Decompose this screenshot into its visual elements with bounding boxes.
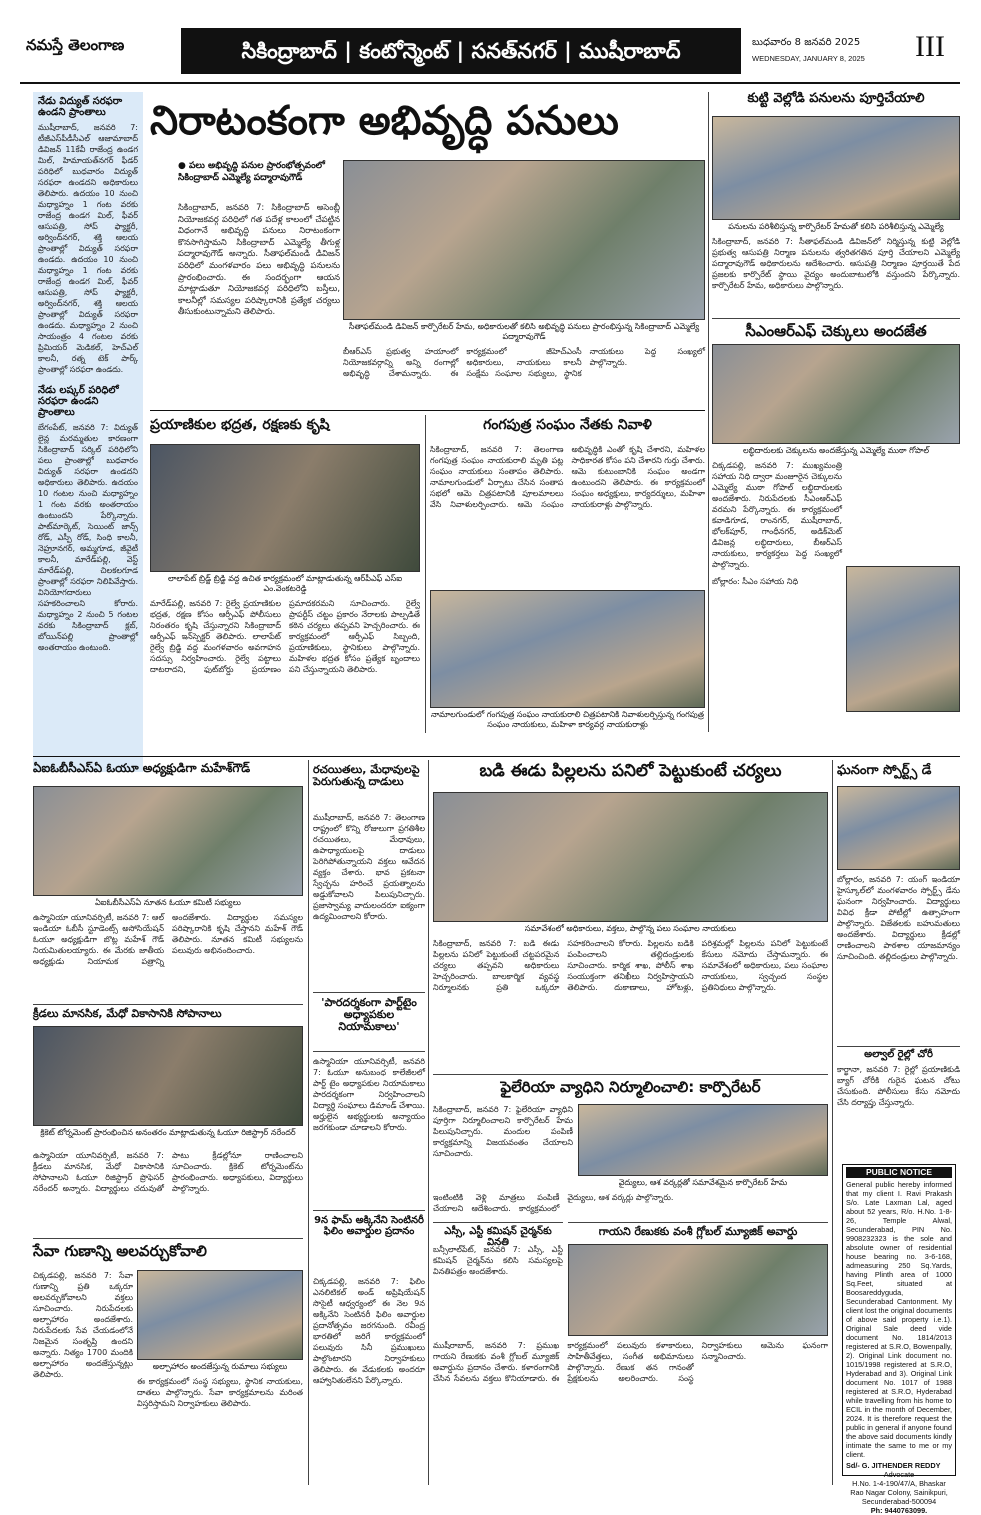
- col2-text-1: ముషీరాబాద్, జనవరి 7: తెలంగాణ రాష్ట్రంలో కొన్ని రోజులుగా ప్రగతిశీల రచయితలు, మేధావులు, ఉపాధ్యాయులపై దాడులు పెరిగిపోతున్నాయని వక్తలు ఆవేదన వ్యక్తం చేశారు. భావ ప్రకటనా స్వేచ్ఛను హరించే ప్రయత్నాలను అడ్డుకోవాలని పిలుపునిచ్చారు. ప్రజాస్వామ్య వాదులందరూ ఐక్యంగా ఉద్యమించాలని కోరారు.: [313, 813, 425, 921]
- masthead: [0, 0, 981, 90]
- mid-left-text: మారేడ్‌పల్లి, జనవరి 7: రైల్వే ప్రయాణికుల భద్రత, రక్షణ కోసం ఆర్పీఎఫ్ పోలీసులు నిరంతరం కృషి చేస్తున్నారని సికింద్రాబాద్ ఆర్పీఎఫ్ ఇన్‌స్పెక్టర్ తెలిపారు. లాలాపేట్ రైల్వే బ్రిడ్జి వద్ద మంగళవారం అవగాహన సదస్సు నిర్వహించారు. రైల్వే పట్టాలు దాటరాదని, ఫుట్‌బోర్డు ప్రయాణం ప్రమాదకరమని సూచించారు. రైల్వే ప్రాపర్టీస్ చట్టం ప్రకారం నేరాలకు పాల్పడితే కఠిన చర్యలు తప్పవని హెచ్చరించారు. ఈ కార్యక్రమంలో ఆర్పీఎఫ్ సిబ్బంది, ప్రయాణికులు, స్థానికులు పాల్గొన్నారు. మహిళల భద్రత కోసం ప్రత్యేక బృందాలు పని చేస్తున్నాయని తెలిపారు.: [150, 599, 420, 674]
- mid-right-text: సికింద్రాబాద్, జనవరి 7: తెలంగాణ గంగపుత్ర సంఘం నాయకురాలి మృతి పట్ల సంఘం నాయకులు సంతాపం తెలిపారు. నామాలగుండులో ఏర్పాటు చేసిన సంతాప సభలో ఆమె చిత్రపటానికి పూలమాలలు వేసి నివాళులర్పించారు. ఆమె సంఘం అభివృద్ధికి ఎంతో కృషి చేశారని, మహిళల సాధికారత కోసం పని చేశారని గుర్తు చేశారు. ఆమె కుటుంబానికి సంఘం అండగా ఉంటుందని తెలిపారు. ఈ కార్యక్రమంలో సంఘం అధ్యక్షులు, కార్యదర్శులు, మహిళా నాయకురాళ్లు పాల్గొన్నారు.: [430, 445, 705, 509]
- bl-caption-1: ఏఐఓబీసీఎస్ఏ నూతన ఓయూ కమిటీ సభ్యులు: [95, 898, 241, 907]
- col2-text-3: చిక్కడపల్లి, జనవరి 7: ఫిలిం ఎనలిటికల్ అండ్ అప్రిషియేషన్ సొసైటీ ఆధ్వర్యంలో ఈ నెల 9న అక్కినేని సెంటినరీ ఫిలిం అవార్డుల ప్రదానోత్సవం జరగనుంది. రవీంద్ర భారతిలో జరిగే కార్యక్రమంలో పలువురు సినీ ప్రముఖులు పాల్గొంటారని నిర్వాహకులు తెలిపారు. ఈ వేడుకలకు అందరూ ఆహ్వానితులేనని పేర్కొన్నారు.: [313, 1277, 426, 1385]
- mid-right-caption: నామాలగుండులో గంగపుత్ర సంఘం నాయకురాలి చిత్రపటానికి నివాళులర్పిస్తున్న గంగపుత్ర సంఘం నాయకులు, మహిళా కార్యవర్గ నాయకురాళ్లు: [431, 710, 704, 729]
- notice-phone: Ph: 9440763099.: [870, 1506, 928, 1515]
- notice-role: Advocate: [883, 1470, 915, 1479]
- cb-text-4: ముషీరాబాద్, జనవరి 7: ప్రముఖ గాయని రేణుకకు వంశీ గ్లోబల్ మ్యూజిక్ అవార్డును ప్రదానం చేశారు. కళారంగానికి చేసిన సేవలను వక్తలు కొనియాడారు. ఈ కార్యక్రమంలో పలువురు కళాకారులు, సాహితీవేత్తలు, సంగీత అభిమానులు పాల్గొన్నారు. రేణుక తన గానంతో ప్రేక్షకులను అలరించారు. సంస్థ నిర్వాహకులు ఆమెను ఘనంగా సన్మానించారు.: [433, 1341, 828, 1383]
- masthead-rule: [20, 82, 960, 84]
- cb-caption: సమావేశంలో అధికారులు, వక్తలు, పాల్గొన్న పలు సంఘాల నాయకులు: [524, 924, 737, 933]
- date-english: WEDNESDAY, JANUARY 8, 2025: [752, 54, 865, 63]
- main-photo: [343, 160, 705, 320]
- mid-left-photo: [150, 444, 420, 572]
- lower-rule: [33, 756, 960, 757]
- divider-main-right: [708, 92, 709, 732]
- main-deck: [178, 160, 340, 198]
- main-deck-text: ● పలు అభివృద్ధి పనుల ప్రారంభోత్సవంలో సికింద్రాబాద్ ఎమ్మెల్యే పద్మారావుగౌడ్: [178, 161, 325, 183]
- bl-headline-3: సేవా గుణాన్ని అలవర్చుకోవాలి: [33, 1238, 303, 1264]
- date-telugu: బుధవారం 8 జనవరి 2025: [752, 37, 861, 48]
- main-headline: నిరాటంకంగా అభివృద్ధి పనులు: [150, 98, 619, 144]
- col2-headline-1: రచయితలు, మేధావులపై పెరుగుతున్న దాడులు: [313, 763, 420, 789]
- bl-text-2: ఉస్మానియా యూనివర్సిటీ, జనవరి 7: క్రీడలు మానసిక, మేధో వికాసానికి సోపానాలని ఓయూ రిజిస్ట్రార్ ప్రొఫెసర్ నరేందర్ అన్నారు. విద్యార్థులు చదువుతో పాటు క్రీడల్లోనూ రాణించాలని సూచించారు. క్రికెట్ టోర్నమెంట్‌ను ప్రారంభించారు. అధ్యాపకులు, విద్యార్థులు పాల్గొన్నారు.: [33, 1151, 303, 1193]
- mid-left-headline: ప్రయాణికుల భద్రత, రక్షణకు కృషి: [150, 417, 330, 433]
- rb-text-1: బోల్లారం, జనవరి 7: యంగ్ ఇండియా హైస్కూల్‌లో మంగళవారం స్పోర్ట్స్ డేను ఘనంగా నిర్వహించారు. విద్యార్థులు వివిధ క్రీడా పోటీల్లో ఉత్సాహంగా పాల్గొన్నారు. విజేతలకు బహుమతులు అందజేశారు. విద్యార్థులు క్రీడల్లో రాణించాలని పాఠశాల యాజమాన్యం సూచించింది. తల్లిదండ్రులు పాల్గొన్నారు.: [837, 875, 960, 961]
- cb-text-2: సికింద్రాబాద్, జనవరి 7: ఫైలేరియా వ్యాధిని పూర్తిగా నిర్మూలించాలని కార్పొరేటర్ హేమ పిలుపునిచ్చారు. మందుల పంపిణీ కార్యక్రమాన్ని విజయవంతం చేయాలని సూచించారు.: [433, 1105, 573, 1158]
- bl-caption-3: అల్పాహారం అందజేస్తున్న రుమాలు సభ్యులు: [152, 1362, 288, 1371]
- rb-text-2: కార్ఖానా, జనవరి 7: రైల్లో ప్రయాణికుడి బ్యాగ్ చోరీకి గురైన ఘటన చోటు చేసుకుంది. పోలీసులు కేసు నమోదు చేసి దర్యాప్తు చేస్తున్నారు.: [837, 1065, 960, 1107]
- bl-text-3-cont: ఈ కార్యక్రమంలో సంస్థ సభ్యులు, స్థానిక నాయకులు, దాతలు పాల్గొన్నారు. సేవా కార్యక్రమాలను మరింత విస్తరిస్తామని నిర్వాహకులు తెలిపారు.: [137, 1377, 303, 1408]
- mid-left-caption: లాలాపేట్ బ్రిడ్జ్ బ్రిడ్జి వద్ద ఉచిత కార్యక్రమంలో మాట్లాడుతున్న ఆర్‌పీఎఫ్ ఎస్‌ఐ ఎం.వెంకటరెడ్డి: [167, 574, 403, 593]
- col2-headline-2: 'పారదర్శకంగా పార్ట్‌టైం అధ్యాపకుల నియామకాలు': [313, 992, 425, 1052]
- right-top-headline: కుట్టి వెల్లోడి పనులను పూర్తిచేయాలి: [747, 91, 925, 106]
- cb-headline-4: గాయని రేణుకకు వంశీ గ్లోబల్ మ్యూజిక్ అవార్డు: [568, 1222, 828, 1242]
- power-cut-text-2: బేగంపేట్, జనవరి 7: విద్యుత్ లైన్ల మరమ్మతుల కారణంగా సికింద్రాబాద్ సర్కిల్ పరిధిలోని పలు ప్రాంతాల్లో బుధవారం విద్యుత్ సరఫరా ఉండదని అధికారులు తెలిపారు. ఉదయం 10 గంటల నుంచి మధ్యాహ్నం 1 గంట వరకు అంతరాయం ఉంటుందని పేర్కొన్నారు. పాట్‌మార్కెట్, సెయింట్ జాన్స్ రోడ్, ఎస్పీ రోడ్, సింధి కాలనీ, నెహ్రూనగర్, అమ్మగూడ, జీవైటీ కాలనీ, మారేడ్‌పల్లి, వెస్ట్ మారేడ్‌పల్లి, చిలకలగూడ ప్రాంతాల్లో సరఫరా నిలిపివేస్తారు. వినియోగదారులు సహకరించాలని కోరారు. మధ్యాహ్నం 2 నుంచి 5 గంటల వరకు సికింద్రాబాద్ క్లబ్, బోయిన్‌పల్లి ప్రాంతాల్లో అంతరాయం ఉంటుంది.: [38, 423, 138, 652]
- right-top-photo-3: [846, 566, 960, 712]
- divider-col2: [428, 760, 429, 1485]
- bl-headline-1: ఏఐఓబీసీఎస్ఏ ఓయూ అధ్యక్షుడిగా మహేశ్‌గౌడ్: [33, 761, 251, 775]
- cb-headline: బడి ఈడు పిల్లలను పనిలో పెట్టుకుంటే చర్యలు: [479, 761, 782, 781]
- rb-photo-1: [837, 786, 960, 870]
- right-top-caption-2: లబ్ధిదారులకు చెక్కులను అందజేస్తున్న ఎమ్మెల్యే ముఠా గోపాల్: [742, 446, 930, 455]
- cb-text: సికింద్రాబాద్, జనవరి 7: బడి ఈడు పిల్లలను పనిలో పెట్టుకుంటే చట్టపరమైన చర్యలు తప్పవని అధికారులు హెచ్చరించారు. బాలకార్మిక వ్యవస్థ నిర్మూలనకు ప్రతి ఒక్కరూ సహకరించాలని కోరారు. పిల్లలను బడికి పంపించాలని తల్లిదండ్రులకు సూచించారు. కార్మిక శాఖ, పోలీస్ శాఖ సంయుక్తంగా తనిఖీలు నిర్వహిస్తాయని తెలిపారు. దుకాణాలు, హోటళ్లు, పరిశ్రమల్లో పిల్లలను పనిలో పెట్టుకుంటే కేసులు నమోదు చేస్తామన్నారు. ఈ సమావేశంలో అధికారులు, పలు సంఘాల నాయకులు, స్వచ్ఛంద సంస్థల ప్రతినిధులు పాల్గొన్నారు.: [433, 939, 828, 992]
- notice-sign: Sd/- G. JITHENDER REDDY: [846, 1461, 941, 1470]
- bl-text-1: ఉస్మానియా యూనివర్సిటీ, జనవరి 7: ఆల్ ఇండియా ఓబీసీ స్టూడెంట్స్ అసోసియేషన్ ఓయూ అధ్యక్షుడిగా బొట్ల మహేశ్ గౌడ్ నియమితులయ్యారు. ఈ మేరకు జాతీయ అధ్యక్షుడు నియామక పత్రాన్ని అందజేశారు. విద్యార్థుల సమస్యల పరిష్కారానికి కృషి చేస్తానని మహేశ్ గౌడ్ తెలిపారు. నూతన కమిటీ సభ్యులను పలువురు అభినందించారు.: [33, 913, 303, 966]
- right-top-photo-2: [712, 344, 960, 444]
- right-top-text-3: బోల్లారం: సీఎం సహాయ నిధి: [712, 577, 799, 586]
- bl-caption-2: క్రికెట్ టోర్నమెంట్ ప్రారంభించిన అనంతరం మాట్లాడుతున్న ఓయూ రిజిస్ట్రార్ నరేందర్: [40, 1128, 296, 1137]
- power-cut-heading-2: నేడు లష్కర్ పరిధిలో సరఫరా ఉండని ప్రాంతాలు: [38, 385, 119, 418]
- right-top-text: సికింద్రాబాద్, జనవరి 7: సీతాఫల్‌మండి డివిజన్‌లో నిర్మిస్తున్న కుట్టి వెల్లోడి ప్రభుత్వ ఆసుపత్రి నిర్మాణ పనులను త్వరితగతిన పూర్తి చేయాలని ఎమ్మెల్యే పద్మారావుగౌడ్ అధికారులను ఆదేశించారు. ఆసుపత్రి నిర్మాణం పూర్తయితే పేద ప్రజలకు కార్పొరేట్ స్థాయి వైద్యం అందుబాటులోకి వస్తుందని పేర్కొన్నారు. కార్పొరేటర్ హేమ, అధికారులు పాల్గొన్నారు.: [712, 237, 961, 290]
- bl-photo-2: [33, 1026, 303, 1126]
- bl-photo-3: [137, 1270, 303, 1360]
- bl-photo-1: [33, 786, 303, 896]
- cb-caption-2: వైద్యులు, ఆశ వర్కర్లతో సమావేశమైన కార్పొరేటర్ హేమ: [618, 1178, 788, 1187]
- bl-headline-2: క్రీడలు మానసిక, మేధో వికాసానికి సోపానాలు: [33, 1004, 303, 1022]
- cb-photo-4: [568, 1244, 828, 1336]
- cb-text-2-cont: ఇంటింటికి వెళ్లి మాత్రలు పంపిణీ చేయాలని ఆదేశించారు. కార్యక్రమంలో వైద్యులు, ఆశ వర్కర్లు పాల్గొన్నారు.: [433, 1193, 674, 1213]
- rb-headline-1: ఘనంగా స్పోర్ట్స్ డే: [837, 763, 932, 778]
- right-top-photo: [712, 116, 960, 220]
- rb-headline-2: అల్వాల్ రైల్లో చోరీ: [837, 1046, 960, 1062]
- col2-text-2: ఉస్మానియా యూనివర్సిటీ, జనవరి 7: ఓయూ అనుబంధ కాలేజీలలో పార్ట్ టైం అధ్యాపకుల నియామకాలు పారదర్శకంగా నిర్వహించాలని విద్యార్థి సంఘాలు డిమాండ్ చేశాయి. అర్హులైన అభ్యర్థులకు అన్యాయం జరగకుండా చూడాలని కోరారు.: [313, 1057, 425, 1132]
- cb-headline-3: ఎస్సీ, ఎస్టీ కమిషన్ చైర్మన్‌కు వినతి: [433, 1222, 563, 1242]
- main-photo-caption: సీతాఫల్‌మండి డివిజన్ కార్పొరేటర్ హేమ, అధికారులతో కలిసి అభివృద్ధి పనులు ప్రారంభిస్తున్న సికింద్రాబాద్ ఎమ్మెల్యే పద్మారావుగౌడ్: [348, 322, 700, 341]
- bl-text-3: చిక్కడపల్లి, జనవరి 7: సేవా గుణాన్ని ప్రతి ఒక్కరూ అలవర్చుకోవాలని వక్తలు సూచించారు. నిరుపేదలకు అల్పాహారం అందజేశారు. నిరుపేదలకు సేవ చేయడంలోనే నిజమైన సంతృప్తి ఉందని అన్నారు. నిత్యం 1700 మందికి అల్పాహారం అందజేస్తున్నట్లు తెలిపారు.: [33, 1271, 133, 1379]
- power-cut-column: [33, 92, 143, 772]
- col2-headline-3: 9న ఫామ్ అక్కినేని సెంటినరీ ఫిలిం అవార్డుల ప్రదానం: [313, 1210, 425, 1272]
- main-text-cont: బీఆర్‌ఎస్ ప్రభుత్వ హయాంలో నియోజకవర్గాన్ని అన్ని రంగాల్లో అభివృద్ధి చేశామన్నారు. ఈ కార్యక్రమంలో జీహెచ్‌ఎంసీ అధికారులు, నాయకులు కాలనీ సంక్షేమ సంఘాల సభ్యులు, స్థానిక నాయకులు పెద్ద సంఖ్యలో పాల్గొన్నారు.: [343, 347, 705, 378]
- main-text-body: సికింద్రాబాద్, జనవరి 7: సికింద్రాబాద్ అసెంబ్లీ నియోజకవర్గ పరిధిలో గత పదేళ్ల కాలంలో చేపట్టిన విధంగానే అభివృద్ధి పనులు నిరాటంకంగా కొనసాగిస్తామని సికింద్రాబాద్ ఎమ్మెల్యే తీగుళ్ల పద్మారావుగౌడ్ అన్నారు. సీతాఫల్‌మండి డివిజన్ పరిధిలో మంగళవారం పలు అభివృద్ధి పనులను ప్రారంభించారు. ఈ సందర్భంగా ఆయన మాట్లాడుతూ నియోజకవర్గ పరిధిలోని బస్తీలు, కాలనీల్లో సమస్యల పరిష్కారానికి ప్రత్యేక చర్యలు తీసుకుంటున్నామని తెలిపారు.: [178, 202, 340, 317]
- notice-address: H.No. 1-4-190/47/A, Bhaskar Rao Nagar Colony, Sainikpuri, Secunderabad-500094: [850, 1479, 948, 1506]
- notice-text: General public hereby informed that my client I. Ravi Prakash S/o. Late Laxman Lal, aged about 52 years, R/o. H.No. 1-8-26, Temple Alwal, Secunderabad, PIN No. 9908232323 is the sole and absolute owner of residential house bearing no. 3-6-168, admeasuring 250 Sq.Yards, having Plinth area of 1000 Sq.Feet, situated at Boosareddyguda, Secunderabad Cantonment. My client lost the original documents of above said property i.e.1). Original Sale deed vide document No. 1814/2013 registered at S.R.O, Bowenpally, 2). Original Link document no. 1015/1998 registered at S.R.O, Hyderabad and 3). Original Link document No. 1017 of 1988 registered at S.R.O, Hyderabad while travelling from his home to ECIL in the month of December, 2024. It is therefore request the public in general if anyone found the above said documents kindly intimate the same to me or my client.: [846, 1180, 952, 1459]
- page-number: III: [915, 30, 945, 63]
- right-top-headline-2: సీఎంఆర్‌ఎఫ్ చెక్కులు అందజేత: [712, 318, 960, 342]
- main-text: [178, 202, 340, 395]
- public-notice: [842, 1164, 956, 1515]
- divider-bl: [308, 760, 309, 1485]
- cb-headline-2: ఫైలేరియా వ్యాధిని నిర్మూలించాలి: కార్పొరేటర్: [433, 1074, 828, 1100]
- mid-rule: [150, 410, 705, 411]
- banner: సికింద్రాబాద్ | కంటోన్మెంట్ | సనత్‌నగర్ | ముషీరాబాద్: [181, 28, 741, 74]
- mid-right-photo: [430, 590, 705, 708]
- power-cut-text-1: ముషీరాబాద్, జనవరి 7: టీజీఎస్‌పీడీసీఎల్ ఆజామాబాద్ డివిజన్ 11కేవీ రాజేంద్ర ఉండగ మిల్, హిమాయత్‌నగర్ ఫీడర్ పరిధిలో బుధవారం విద్యుత్ సరఫరా ఉండదని అధికారులు తెలిపారు. ఉదయం 10 నుంచి మధ్యాహ్నం 1 గంట వరకు రాజేంద్ర ఉండగ మిల్, ఫీవర్ ఆసుపత్రి, సోప్ ఫ్యాక్టరీ, అర్వింద్‌నగర్, శక్తి ఆలయ ప్రాంతాల్లో విద్యుత్ సరఫరా ఉండదు. ఉదయం 10 నుంచి మధ్యాహ్నం 1 గంట వరకు రాజేంద్ర ఉండగ మిల్, ఫీవర్ ఆసుపత్రి, సోప్ ఫ్యాక్టరీ, అర్వింద్‌నగర్, శక్తి ఆలయ ప్రాంతాల్లో విద్యుత్ సరఫరా ఉండదు. మధ్యాహ్నం 2 నుంచి సాయంత్రం 4 గంటల వరకు ప్రిమియర్ మెడికల్, హెచ్ఎల్ కాలనీ, రత్న టెక్ పార్క్ ప్రాంతాల్లో సరఫరా ఉండదు.: [38, 123, 139, 374]
- cb-text-3: బన్సీలాల్‌పేట్, జనవరి 7: ఎస్సీ, ఎస్టీ కమిషన్ చైర్మన్‌ను కలిసి సమస్యలపై వినతిపత్రం అందజేశారు.: [433, 1245, 563, 1276]
- divider-cb: [832, 760, 833, 1485]
- paper-name: నమస్తే తెలంగాణ: [26, 36, 125, 54]
- cb-photo: [433, 792, 828, 922]
- right-top-caption: పనులను పరిశీలిస్తున్న కార్పొరేటర్ హేమతో కలిసి పరిశీలిస్తున్న ఎమ్మెల్యే: [728, 222, 944, 231]
- mid-divider: [425, 415, 426, 733]
- right-top-text-2: చిక్కడపల్లి, జనవరి 7: ముఖ్యమంత్రి సహాయ నిధి ద్వారా మంజూరైన చెక్కులను ఎమ్మెల్యే ముఠా గోపాల్ లబ్ధిదారులకు అందజేశారు. నిరుపేదలకు సీఎంఆర్‌ఎఫ్ వరమని పేర్కొన్నారు. ఈ కార్యక్రమంలో కవాడిగూడ, రాంనగర్, ముషీరాబాద్, భోలక్‌పూర్, గాంధీనగర్, అడిక్‌మెట్ డివిజన్ల లబ్ధిదారులు, బీఆర్‌ఎస్ నాయకులు, కార్యకర్తలు పెద్ద సంఖ్యలో పాల్గొన్నారు. బోల్లారం: సీఎం సహాయ నిధి: [712, 461, 843, 586]
- mid-right-headline: గంగపుత్ర సంఘం నేతకు నివాళి: [483, 417, 652, 433]
- notice-title: PUBLIC NOTICE: [846, 1167, 952, 1178]
- power-cut-heading-1: నేడు విద్యుత్ సరఫరా ఉండని ప్రాంతాలు: [38, 96, 123, 118]
- cb-photo-2: [578, 1104, 828, 1176]
